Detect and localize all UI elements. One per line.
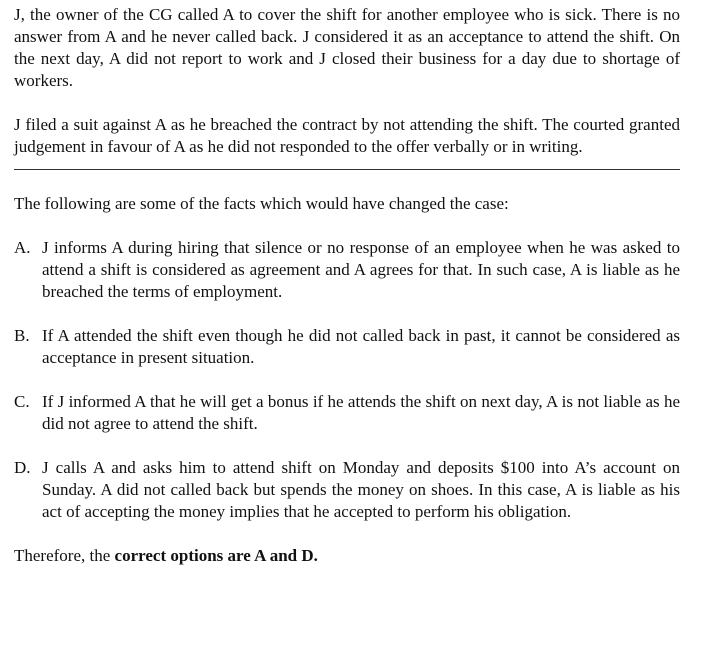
option-c xyxy=(14,391,680,435)
options-intro: The following are some of the facts which would have changed the case: xyxy=(14,194,509,213)
option-d-letter: D. xyxy=(14,458,31,477)
option-b xyxy=(14,325,680,369)
section-divider xyxy=(14,169,680,170)
option-a-text: J informs A during hiring that silence or no response of an employee when he was asked to attend a shift is considered as agreement and A agrees for that. In such case, A is liable as he breached the terms of employment. xyxy=(42,238,680,301)
option-c-letter: C. xyxy=(14,392,30,411)
option-b-letter: B. xyxy=(14,326,30,345)
case-facts-paragraph: J, the owner of the CG called A to cover the shift for another employee who is sick. There is no answer from A and he never called back. J considered it as an acceptance to attend the shift. On the next day, A did not report to work and J closed their business for a day due to shortage of workers. xyxy=(14,5,680,90)
conclusion-prefix: Therefore, the xyxy=(14,546,115,565)
conclusion-answer: correct options are A and D. xyxy=(114,546,318,565)
solution-document xyxy=(14,4,680,567)
option-c-text: If J informed A that he will get a bonus if he attends the shift on next day, A is not liable as he did not agree to attend the shift. xyxy=(42,392,680,433)
case-judgement-paragraph: J filed a suit against A as he breached the contract by not attending the shift. The courted granted judgement in favour of A as he did not responded to the offer verbally or in writing. xyxy=(14,115,680,156)
option-b-text: If A attended the shift even though he did not called back in past, it cannot be considered as acceptance in present situation. xyxy=(42,326,680,367)
option-a-letter: A. xyxy=(14,238,31,257)
option-a xyxy=(14,237,680,303)
conclusion xyxy=(14,545,680,567)
option-d xyxy=(14,457,680,523)
option-d-text: J calls A and asks him to attend shift on Monday and deposits $100 into A’s account on Sunday. A did not called back but spends the money on shoes. In this case, A is liable as his act of accepting the money implies that he accepted to perform his obligation. xyxy=(42,458,680,521)
